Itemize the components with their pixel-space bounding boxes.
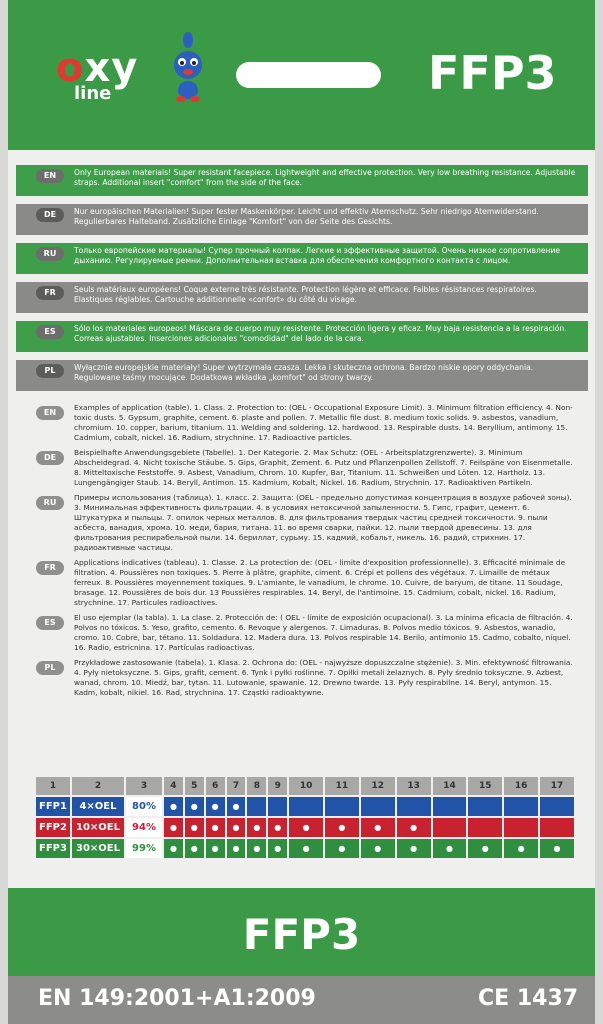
application-list bbox=[16, 403, 588, 703]
class-cell: FFP3 bbox=[36, 839, 70, 858]
application-dot-cell bbox=[540, 818, 574, 837]
lang-text: Nur europäischen Materialien! Super fester Maskenkörper. Leicht und effektiv Atemschutz. Sehr niedrigo Atemwiderstand. Regulierbares Halteband. Zusätzliche Einlage "Komfort" von der Seite des Gesichts. bbox=[74, 207, 539, 226]
lang-badge: FR bbox=[36, 286, 64, 300]
application-dot-cell: ● bbox=[227, 797, 246, 816]
application-dot-cell bbox=[540, 797, 574, 816]
table-header-cell: 2 bbox=[72, 777, 124, 795]
application-table bbox=[34, 775, 576, 860]
table-header-cell: 5 bbox=[185, 777, 204, 795]
application-dot-cell bbox=[468, 797, 502, 816]
table-header-cell: 12 bbox=[361, 777, 395, 795]
lang-text: Only European materials! Super resistant facepiece. Lightweight and effective protection. Very low breathing resistance. Adjustable straps. Additional insert "comfort" from the side of the face. bbox=[74, 168, 576, 187]
efficiency-cell: 99% bbox=[126, 839, 162, 858]
application-dot-cell: ● bbox=[268, 839, 287, 858]
lang-badge: FR bbox=[36, 561, 64, 575]
application-dot-cell: ● bbox=[361, 839, 395, 858]
application-dot-cell: ● bbox=[185, 797, 204, 816]
table-row-ffp1 bbox=[36, 797, 574, 816]
package-back bbox=[8, 0, 595, 1024]
lang-text: Seuls matériaux européens! Coque externe très résistante. Protection légère et efficace. Faibles résistances respiratoires. Elastiques réglables. Cartouche additionnelle «confort» du côté du visage. bbox=[74, 285, 537, 304]
table-header-cell: 9 bbox=[268, 777, 287, 795]
oel-cell: 4×OEL bbox=[72, 797, 124, 816]
oel-cell: 30×OEL bbox=[72, 839, 124, 858]
application-dot-cell: ● bbox=[289, 818, 323, 837]
application-dot-cell: ● bbox=[361, 818, 395, 837]
application-dot-cell: ● bbox=[206, 797, 225, 816]
application-dot-cell: ● bbox=[397, 839, 431, 858]
app-row-ru bbox=[16, 493, 588, 553]
lang-badge: PL bbox=[36, 364, 64, 378]
application-dot-cell: ● bbox=[433, 839, 467, 858]
product-class-bottom: FFP3 bbox=[242, 910, 361, 959]
application-dot-cell: ● bbox=[164, 797, 183, 816]
table-header-row bbox=[36, 777, 574, 795]
ce-mark: CE 1437 bbox=[478, 986, 579, 1011]
table-header-cell: 6 bbox=[206, 777, 225, 795]
brand-o: o bbox=[56, 45, 85, 91]
app-text: Examples of application (table). 1. Class. 2. Protection to: (OEL - Occupational Exposure Limit). 3. Minimum filtration efficiency. 4. Non-toxic dusts. 5. Gypsum, graphite, cement. 6. plaste and pollen. 7. Metallic file dust. 8. medium toxic solids. 9. asbestos, vanadium, chromium. 10. copper, barium, titanium. 11. Welding and soldering. 12. hardwood. 13. Respirable dusts. 14. Beryllium, antimony. 15. Cadmium, cobalt, nickel. 16. Radium, strychnine. 17. Radioactive particles. bbox=[74, 403, 573, 442]
lang-badge: RU bbox=[36, 247, 64, 261]
efficiency-cell: 94% bbox=[126, 818, 162, 837]
lang-badge: DE bbox=[36, 208, 64, 222]
app-row-es bbox=[16, 613, 588, 653]
application-dot-cell: ● bbox=[164, 839, 183, 858]
lang-text: Sólo los materiales europeos! Máscara de cuerpo muy resistente. Protección ligera y eficaz. Muy baja resistencia a la respiración. Correas ajustables. Inserciones adicionales "comodidad" del lado de la cara. bbox=[74, 324, 567, 343]
application-dot-cell bbox=[433, 818, 467, 837]
application-dot-cell: ● bbox=[504, 839, 538, 858]
table-header-cell: 17 bbox=[540, 777, 574, 795]
application-dot-cell bbox=[468, 818, 502, 837]
application-dot-cell bbox=[504, 818, 538, 837]
application-dot-cell: ● bbox=[325, 818, 359, 837]
lang-badge: PL bbox=[36, 661, 64, 675]
application-dot-cell: ● bbox=[468, 839, 502, 858]
application-dot-cell: ● bbox=[325, 839, 359, 858]
app-row-fr bbox=[16, 558, 588, 608]
application-dot-cell bbox=[361, 797, 395, 816]
class-cell: FFP2 bbox=[36, 818, 70, 837]
table-header-cell: 11 bbox=[325, 777, 359, 795]
app-row-de bbox=[16, 448, 588, 488]
lang-row-en bbox=[16, 165, 588, 196]
application-dot-cell: ● bbox=[397, 818, 431, 837]
app-text: Beispielhafte Anwendungsgebiete (Tabelle). 1. Der Kategorie. 2. Max Schutz: (OEL - Arbeitsplatzgrenzwerte). 3. Minimum Abscheidegrad. 4. Nicht toxische Stäube. 5. Gips, Graphit, Zement. 6. Putz und Pflanzenpollen Zellstoff. 7. Feilspäne von Eisenmetalle. 8. Mitteltoxische Feststoffe. 9. Asbest, Vanadium, Chrom. 10. Kupfer, Bar, Titanium. 11. Schweißen und Löten. 12. Hartholz. 13. Lungengängiger Staub. 14. Beryll, Antimon. 15. Kadmium, Kobalt, Nickel. 16. Radium, Strychnin. 17. Radioaktiven Partikeln. bbox=[74, 448, 573, 487]
table-header-cell: 16 bbox=[504, 777, 538, 795]
application-dot-cell: ● bbox=[247, 818, 266, 837]
application-dot-cell: ● bbox=[206, 839, 225, 858]
application-dot-cell: ● bbox=[185, 818, 204, 837]
application-dot-cell: ● bbox=[540, 839, 574, 858]
lang-text: Wyłącznie europejskie materiały! Super wytrzymała czasza. Lekka i skuteczna ochrona. Bardzo niskie opory oddychania. Regulowane taśmy mocujące. Dodatkowa wkładka „komfort" od strony twarzy. bbox=[74, 363, 534, 382]
application-dot-cell bbox=[247, 797, 266, 816]
table-header-cell: 4 bbox=[164, 777, 183, 795]
bottom-band bbox=[8, 888, 595, 1024]
table-header-cell: 1 bbox=[36, 777, 70, 795]
lang-badge: ES bbox=[36, 325, 64, 339]
table-header-cell: 10 bbox=[289, 777, 323, 795]
application-dot-cell bbox=[289, 797, 323, 816]
lang-badge: ES bbox=[36, 616, 64, 630]
class-cell: FFP1 bbox=[36, 797, 70, 816]
description-list bbox=[16, 165, 588, 399]
brand-line: line bbox=[74, 83, 112, 104]
table-row-ffp3 bbox=[36, 839, 574, 858]
lang-row-es bbox=[16, 321, 588, 352]
brand-logo bbox=[56, 45, 139, 104]
lang-row-fr bbox=[16, 282, 588, 313]
application-dot-cell: ● bbox=[227, 818, 246, 837]
efficiency-cell: 80% bbox=[126, 797, 162, 816]
application-dot-cell bbox=[397, 797, 431, 816]
standard-label: EN 149:2001+A1:2009 bbox=[38, 986, 316, 1011]
application-dot-cell: ● bbox=[268, 818, 287, 837]
lang-badge: DE bbox=[36, 451, 64, 465]
application-dot-cell: ● bbox=[247, 839, 266, 858]
application-dot-cell bbox=[433, 797, 467, 816]
lang-text: Только европейские материалы! Супер прочный колпак. Легкие и эффективные защитой. Очень низкое сопротивление дыханию. Регулируемые ремни. Дополнительная вставка для обеспечения комфортного контакта с лицом. bbox=[74, 246, 561, 265]
table-row-ffp2 bbox=[36, 818, 574, 837]
application-dot-cell bbox=[504, 797, 538, 816]
app-row-pl bbox=[16, 658, 588, 698]
table-header-cell: 7 bbox=[227, 777, 246, 795]
app-row-en bbox=[16, 403, 588, 443]
application-dot-cell bbox=[268, 797, 287, 816]
brand-xy: xy bbox=[84, 45, 139, 91]
lang-badge: EN bbox=[36, 406, 64, 420]
mascot-icon bbox=[168, 30, 208, 102]
application-dot-cell: ● bbox=[206, 818, 225, 837]
app-text: El uso ejemplar (la tabla). 1. La clase. 2. Protección de: ( OEL - límite de exposición ocupacional). 3. La mínima eficacia de filtración. 4. Polvos no tóxicos. 5. Yeso, grafito, cemento. 6. Revoque y alergenos. 7. Limaduras. 8. Polvos medio tóxicos. 9. Asbestos, wanadio, cromo. 10. Cobre, bar, tétano. 11. Soldadura. 12. Madera dura. 13. Polvos respirable 14. Berilo, antimonio 15. Cadmo, cobalto, níquel. 16. Radio, estricnina. 17. Partículas radioactivas. bbox=[74, 613, 573, 652]
top-band bbox=[8, 0, 595, 150]
lang-row-de bbox=[16, 204, 588, 235]
app-text: Applications indicatives (tableau). 1. Classe. 2. La protection de: (OEL - limite d'exposition professionnelle). 3. Efficacité minimale de filtration. 4. Poussières non toxiques. 5. Pierre à plâtre, graphite, ciment. 6. Crépi et pollens des végétaux. 7. Limaille de métaux ferreux. 8. Poussières moyennement toxiques. 9. L'amiante, le vanadium, le chrome. 10. Cuivre, de baryum, de titane. 11 Soudage, brasage. 12. Poussières de bois dur. 13 Poussières respirables. 14. Beryl, de l'antimoine. 15. Cadmium, cobalt, nickel. 16. Radium, strychnine. 17. Particules radioactives. bbox=[74, 558, 566, 607]
table-header-cell: 8 bbox=[247, 777, 266, 795]
table-header-cell: 14 bbox=[433, 777, 467, 795]
application-dot-cell: ● bbox=[227, 839, 246, 858]
lang-badge: RU bbox=[36, 496, 64, 510]
lang-badge: EN bbox=[36, 169, 64, 183]
table-header-cell: 13 bbox=[397, 777, 431, 795]
lang-row-pl bbox=[16, 360, 588, 391]
app-text: Przykładowe zastosowanie (tabela). 1. Klasa. 2. Ochrona do: (OEL - najwyższe dopuszczalne stężenie). 3. Min. efektywność filtrowania. 4. Pyły nietoksyczne. 5. Gips, grafit, cement. 6. Tynk i pyłki roślinne. 7. Opiłki metali żelaznych. 8. Pyły średnio toksyczne. 9. Azbest, wanad, chrom. 10. Miedź, bar, tytan. 11. Lutowanie, spawanie. 12. Drewno twarde. 13. Pyły respirabilne. 14. Beryl, antymon. 15. Kadm, kobalt, nikiel. 16. Rad, strychnina. 17. Cząstki radioaktywne. bbox=[74, 658, 573, 697]
application-dot-cell: ● bbox=[164, 818, 183, 837]
hang-hole bbox=[236, 62, 381, 88]
table-header-cell: 3 bbox=[126, 777, 162, 795]
application-dot-cell: ● bbox=[185, 839, 204, 858]
application-dot-cell: ● bbox=[289, 839, 323, 858]
app-text: Примеры использования (таблица). 1. класс. 2. Защита: (OEL - предельно допустимая концентрация в воздухе рабочей зоны). 3. Минимальная эффективность фильтрации. 4. в условиях нетоксичной запыленности. 5. Гипс, графит, цемент. 6. Штукатурка и пыльцы. 7. опилок черных металлов. 8. для фильтрования твердых частиц средней токсичности. 9. пыли асбеста, ванадия, хрома. 10. меди, бария, титана. 11. во время сварки, пайки. 12. пыли твердой древесины. 13. для фильтрования респирабельной пыли. 14. бериллат, сурьму. 15. кадмий, кобальт, никель. 16. радий, стрихнин. 17. радиоактивные частицы. bbox=[74, 493, 572, 552]
oel-cell: 10×OEL bbox=[72, 818, 124, 837]
product-class-top: FFP3 bbox=[428, 46, 557, 100]
lang-row-ru bbox=[16, 243, 588, 274]
application-dot-cell bbox=[325, 797, 359, 816]
table-header-cell: 15 bbox=[468, 777, 502, 795]
